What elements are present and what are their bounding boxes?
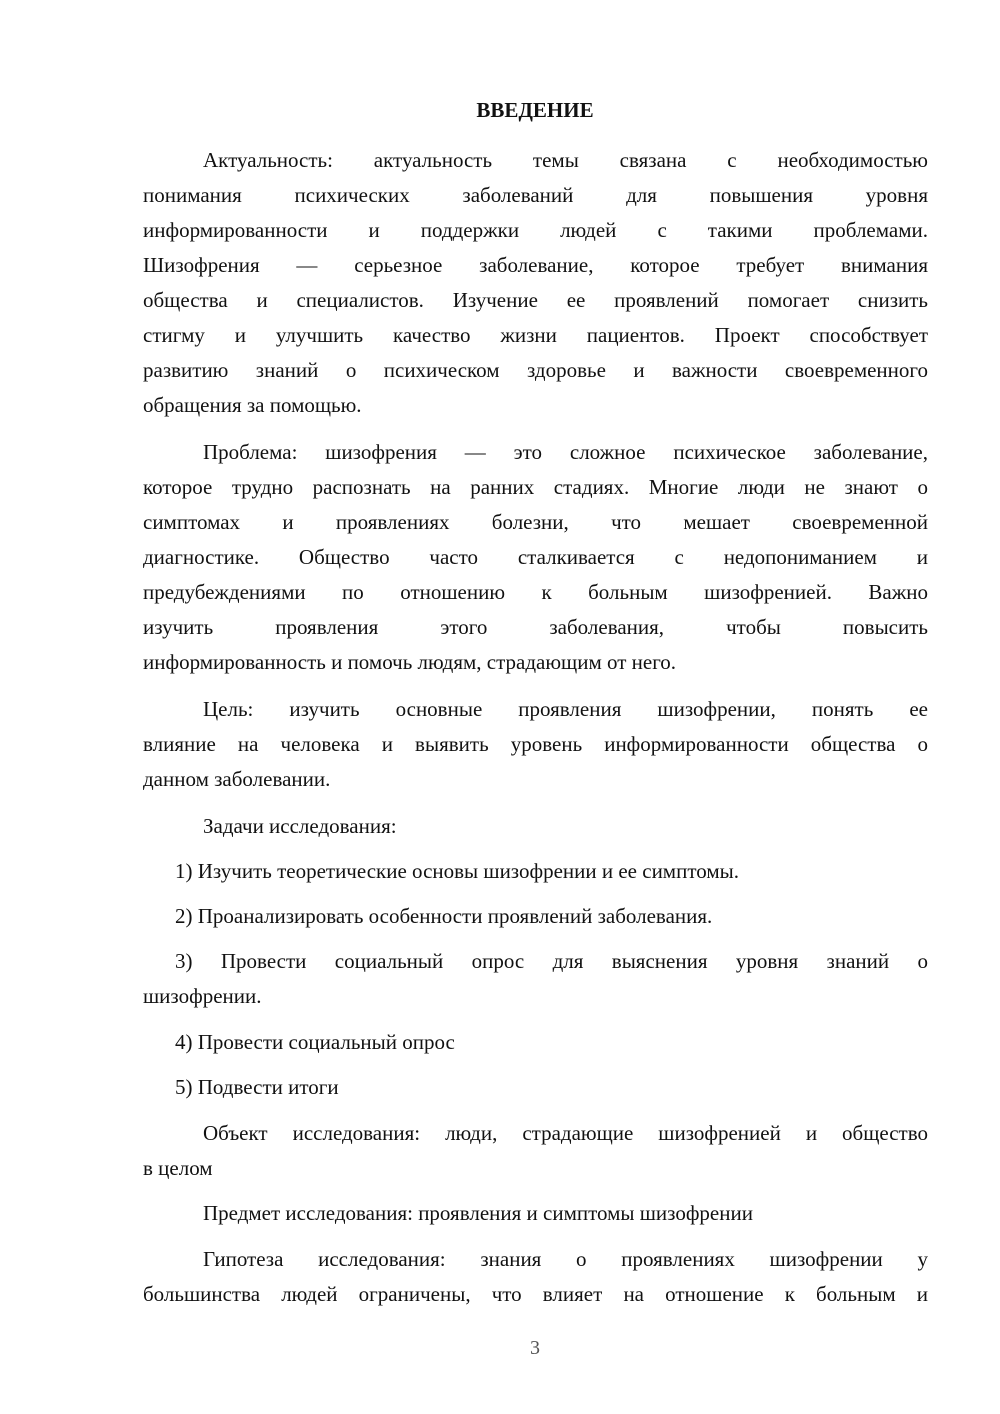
text-line: Шизофрения — серьезное заболевание, которое требует внимания (143, 253, 928, 277)
list-item: 5) Подвести итоги (175, 1075, 339, 1099)
list-item: 2) Проанализировать особенности проявлений заболевания. (175, 904, 713, 928)
text-line: изучить проявления этого заболевания, чтобы повысить (143, 615, 928, 639)
text-line: шизофрении. (143, 984, 262, 1008)
text-line: Цель: изучить основные проявления шизофрении, понять ее (203, 697, 928, 721)
text-line: данном заболевании. (143, 767, 331, 791)
text-line: предубеждениями по отношению к больным шизофренией. Важно (143, 580, 928, 604)
text-line: диагностике. Общество часто сталкивается с недопониманием и (143, 545, 928, 569)
text-line: Проблема: шизофрения — это сложное психическое заболевание, (203, 440, 928, 464)
text-line: информированность и помочь людям, страдающим от него. (143, 650, 677, 674)
page-number: 3 (530, 1337, 540, 1359)
text-line: информированности и поддержки людей с такими проблемами. (143, 218, 928, 242)
text-line: понимания психических заболеваний для повышения уровня (143, 183, 928, 207)
text-line: общества и специалистов. Изучение ее проявлений помогает снизить (143, 288, 928, 312)
list-item: 1) Изучить теоретические основы шизофрении и ее симптомы. (175, 859, 739, 883)
text-line: Гипотеза исследования: знания о проявлениях шизофрении у (203, 1247, 928, 1271)
text-line: которое трудно распознать на ранних стадиях. Многие люди не знают о (143, 475, 928, 499)
text-line: влияние на человека и выявить уровень информированности общества о (143, 732, 928, 756)
text-line: развитию знаний о психическом здоровье и важности своевременного (143, 358, 928, 382)
text-line: симптомах и проявлениях болезни, что мешает своевременной (143, 510, 928, 534)
list-item: 4) Провести социальный опрос (175, 1030, 455, 1054)
text-line: Актуальность: актуальность темы связана с необходимостью (203, 148, 928, 172)
page-title: ВВЕДЕНИЕ (476, 98, 594, 122)
text-line: Предмет исследования: проявления и симптомы шизофрении (203, 1201, 753, 1225)
text-line: обращения за помощью. (143, 393, 362, 417)
text-line: стигму и улучшить качество жизни пациентов. Проект способствует (143, 323, 928, 347)
text-line: Объект исследования: люди, страдающие шизофренией и общество (203, 1121, 928, 1145)
text-line: большинства людей ограничены, что влияет на отношение к больным и (143, 1282, 928, 1306)
text-line: Задачи исследования: (203, 814, 397, 838)
list-item: 3) Провести социальный опрос для выяснения уровня знаний о (175, 949, 928, 973)
text-line: в целом (143, 1156, 213, 1180)
